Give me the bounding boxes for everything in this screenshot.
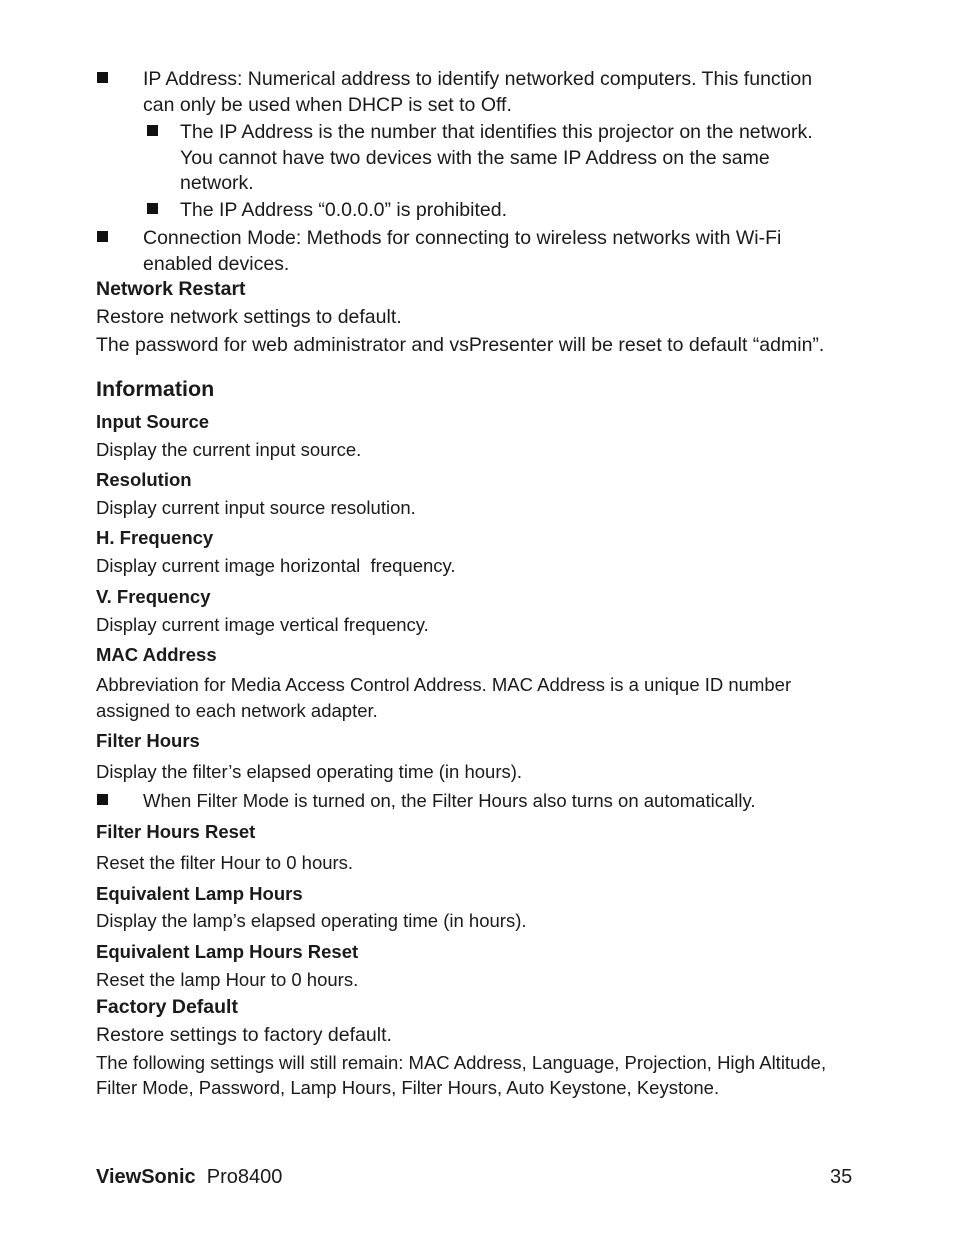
lamp-hours-reset-text: Reset the lamp Hour to 0 hours. — [96, 969, 359, 990]
filter-hours-reset-heading: Filter Hours Reset — [96, 821, 256, 842]
mac-address-heading: MAC Address — [96, 644, 217, 665]
factory-default-text-2: The following settings will still remain: MAC Address, Language, Projection, High Altitude, — [96, 1052, 827, 1073]
information-heading: Information — [96, 377, 215, 401]
lamp-hours-heading: Equivalent Lamp Hours — [96, 883, 303, 904]
mac-address-text-2: assigned to each network adapter. — [96, 700, 378, 721]
input-source-heading: Input Source — [96, 411, 210, 432]
lamp-hours-reset-heading: Equivalent Lamp Hours Reset — [96, 941, 359, 962]
h-frequency-heading: H. Frequency — [96, 527, 214, 548]
input-source-text: Display the current input source. — [96, 439, 362, 460]
resolution-text: Display current input source resolution. — [96, 497, 416, 518]
filter-hours-heading: Filter Hours — [96, 730, 200, 751]
ip-sub-bullet-1-cont: You cannot have two devices with the same IP Address on the same — [180, 147, 770, 169]
mac-address-text-1: Abbreviation for Media Access Control Address. MAC Address is a unique ID number — [96, 674, 792, 695]
v-frequency-text: Display current image vertical frequency. — [96, 614, 429, 635]
ip-sub-bullet-2: The IP Address “0.0.0.0” is prohibited. — [180, 199, 507, 221]
factory-default-heading: Factory Default — [96, 996, 238, 1018]
sub-bullet-square-icon — [147, 125, 158, 136]
filter-hours-text: Display the filter’s elapsed operating time (in hours). — [96, 761, 523, 782]
resolution-heading: Resolution — [96, 469, 192, 490]
ip-address-text: IP Address: Numerical address to identify networked computers. This function — [143, 68, 813, 90]
connection-mode-text-cont: enabled devices. — [143, 253, 290, 275]
connection-mode-text: Connection Mode: Methods for connecting to wireless networks with Wi-Fi — [143, 227, 782, 249]
bullet-square-icon — [97, 231, 108, 242]
footer-model: Pro8400 — [206, 1166, 283, 1188]
network-restart-heading: Network Restart — [96, 278, 246, 300]
lamp-hours-text: Display the lamp’s elapsed operating time (in hours). — [96, 910, 527, 931]
ip-address-text-cont: can only be used when DHCP is set to Off. — [143, 94, 512, 116]
ip-sub-bullet-1-cont2: network. — [180, 172, 254, 194]
filter-hours-reset-text: Reset the filter Hour to 0 hours. — [96, 852, 354, 873]
ip-sub-bullet-1: The IP Address is the number that identifies this projector on the network. — [180, 121, 813, 143]
bullet-square-icon — [97, 72, 108, 83]
network-restart-text-1: Restore network settings to default. — [96, 306, 402, 328]
filter-hours-bullet: When Filter Mode is turned on, the Filter Hours also turns on automatically. — [143, 790, 756, 811]
factory-default-text-1: Restore settings to factory default. — [96, 1024, 392, 1046]
factory-default-text-3: Filter Mode, Password, Lamp Hours, Filter Hours, Auto Keystone, Keystone. — [96, 1077, 720, 1098]
page-footer — [96, 1167, 282, 1187]
network-restart-text-2: The password for web administrator and vsPresenter will be reset to default “admin”. — [96, 334, 825, 356]
h-frequency-text: Display current image horizontal frequency. — [96, 555, 456, 576]
bullet-square-icon — [97, 794, 108, 805]
footer-brand: ViewSonic — [96, 1166, 196, 1188]
sub-bullet-square-icon — [147, 203, 158, 214]
page-number: 35 — [830, 1166, 853, 1188]
v-frequency-heading: V. Frequency — [96, 586, 211, 607]
